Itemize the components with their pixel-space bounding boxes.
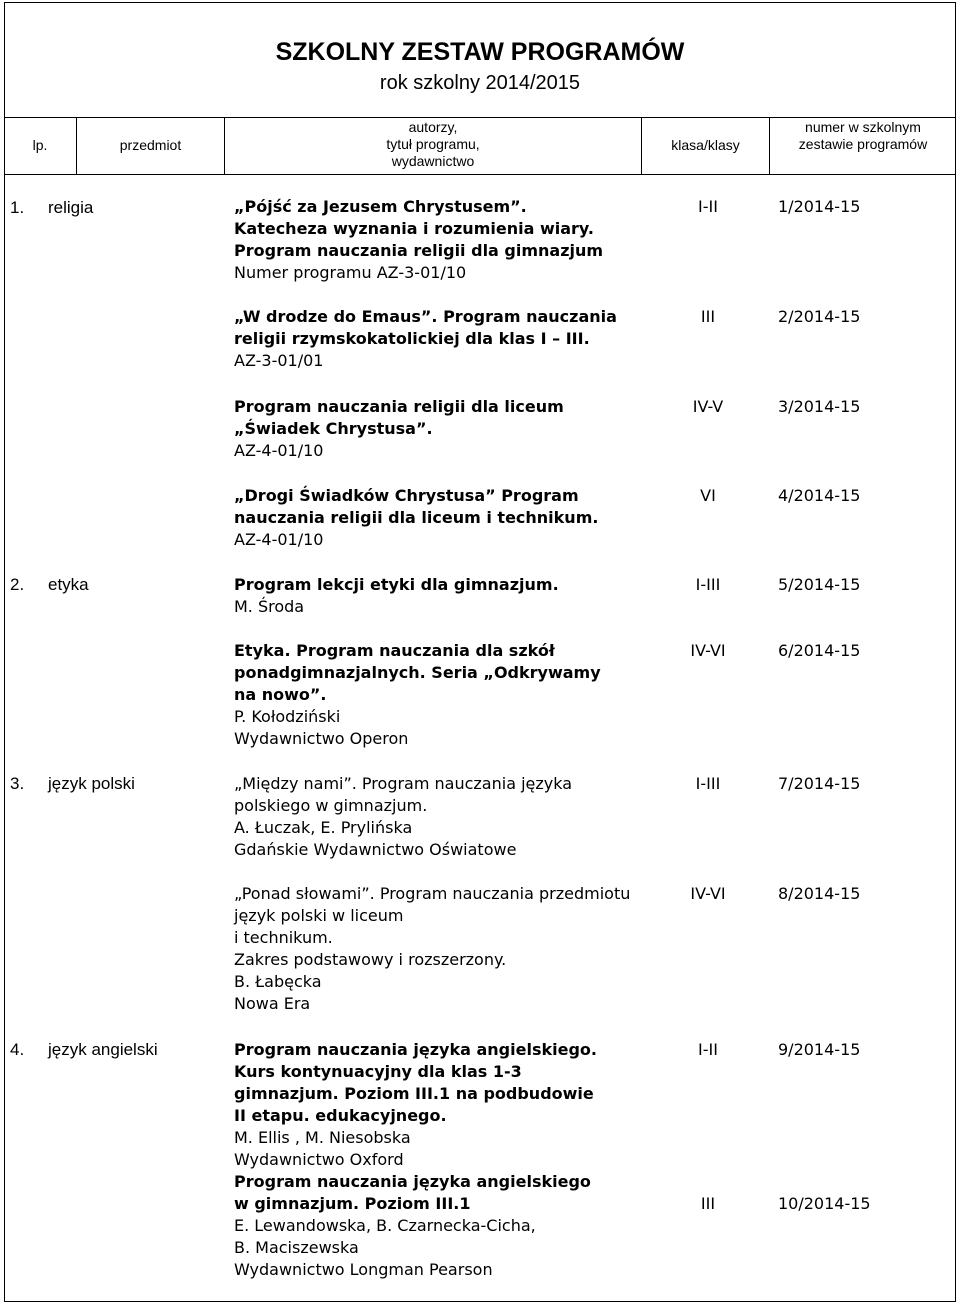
program-title-line: „Pójść za Jezusem Chrystusem”. [234,197,527,216]
header-numer-line: zestawie programów [798,136,928,152]
program-title-line: Program nauczania języka angielskiego. [234,1040,597,1059]
program-klasa: IV-VI [690,884,726,903]
program-author-line: A. Łuczak, E. Prylińska [234,818,413,837]
program-number-line: AZ-4-01/10 [234,530,324,549]
program-numer: 6/2014-15 [778,641,861,660]
program-klasa: VI [700,486,716,505]
program-author-line: B. Łabęcka [234,972,322,991]
header-numer [770,119,956,153]
program-numer: 5/2014-15 [778,575,861,594]
page-subtitle: rok szkolny 2014/2015 [379,72,581,94]
subject-name: język angielski [48,1040,158,1059]
program-title-line: Program nauczania religii dla liceum [234,397,564,416]
program-publisher-line: Wydawnictwo Longman Pearson [234,1260,493,1279]
program-publisher-line: Wydawnictwo Operon [234,729,409,748]
program-entry [234,773,572,861]
program-title-line: Katecheza wyznania i rozumienia wiary. [234,219,594,238]
header-autorzy-line: autorzy, [408,119,458,135]
program-klasa: I-III [695,774,721,793]
program-author-line: B. Maciszewska [234,1238,359,1257]
program-klasa: IV-VI [690,641,726,660]
subject-name: etyka [48,575,89,594]
program-author-line: P. Kołodziński [234,707,341,726]
program-klasa: I-III [695,575,721,594]
subject-lp: 3. [10,774,25,793]
program-title-line: w gimnazjum. Poziom III.1 [234,1194,471,1213]
program-title-line: „Ponad słowami”. Program nauczania przedmiotu [234,884,631,903]
program-klasa: I-II [698,197,718,216]
program-entry [234,574,559,618]
program-title-line: Program lekcji etyki dla gimnazjum. [234,575,559,594]
program-title-line: język polski w liceum [234,906,404,925]
program-entry [234,1171,591,1281]
header-lp: lp. [32,137,48,153]
program-numer: 1/2014-15 [778,197,861,216]
program-title-line: Etyka. Program nauczania dla szkół [234,641,555,660]
program-klasa: III [700,307,716,326]
program-title-line: gimnazjum. Poziom III.1 na podbudowie [234,1084,594,1103]
program-title-line: religii rzymskokatolickiej dla klas I – III. [234,329,590,348]
program-numer: 2/2014-15 [778,307,861,326]
program-title-line: polskiego w gimnazjum. [234,796,428,815]
page-title: SZKOLNY ZESTAW PROGRAMÓW [275,38,685,66]
program-title-line: Program nauczania języka angielskiego [234,1172,591,1191]
header-klasa: klasa/klasy [671,137,740,153]
program-numer: 4/2014-15 [778,486,861,505]
program-publisher-line: Nowa Era [234,994,311,1013]
header-numer-line: numer w szkolnym [805,119,921,135]
program-entry [234,485,598,551]
program-numer: 9/2014-15 [778,1040,861,1059]
program-entry [234,640,601,750]
subject-name: religia [48,198,94,217]
subject-lp: 4. [10,1040,25,1059]
program-numer: 7/2014-15 [778,774,861,793]
program-entry [234,883,630,1015]
program-klasa: I-II [698,1040,718,1059]
subject-lp: 2. [10,575,25,594]
program-entry [234,306,617,372]
program-title-line: „Świadek Chrystusa”. [234,419,433,438]
program-entry [234,196,603,284]
program-title-line: II etapu. edukacyjnego. [234,1106,447,1125]
program-title-line: „Między nami”. Program nauczania języka [234,774,573,793]
program-numer: 8/2014-15 [778,884,861,903]
program-title-line: Zakres podstawowy i rozszerzony. [234,950,507,969]
program-author-line: E. Lewandowska, B. Czarnecka-Cicha, [234,1216,536,1235]
header-przedmiot: przedmiot [119,137,182,153]
program-number-line: AZ-3-01/01 [234,351,324,370]
subject-lp: 1. [10,198,25,217]
program-entry [234,396,564,462]
program-title-line: „Drogi Świadków Chrystusa” Program [234,486,579,505]
program-title-line: Program nauczania religii dla gimnazjum [234,241,604,260]
program-title-line: i technikum. [234,928,333,947]
program-title-line: Kurs kontynuacyjny dla klas 1-3 [234,1062,522,1081]
program-title-line: na nowo”. [234,685,327,704]
program-author-line: M. Ellis , M. Niesobska [234,1128,411,1147]
program-number-line: Numer programu AZ-3-01/10 [234,263,467,282]
program-klasa: IV-V [692,397,724,416]
program-numer: 3/2014-15 [778,397,861,416]
header-autorzy [225,119,641,170]
program-title-line: nauczania religii dla liceum i technikum. [234,508,599,527]
header-autorzy-line: tytuł programu, [386,136,480,152]
program-title-line: ponadgimnazjalnych. Seria „Odkrywamy [234,663,601,682]
program-publisher-line: Gdańskie Wydawnictwo Oświatowe [234,840,517,859]
program-number-line: AZ-4-01/10 [234,441,324,460]
program-author-line: M. Środa [234,597,305,616]
program-entry [234,1039,597,1171]
program-publisher-line: Wydawnictwo Oxford [234,1150,404,1169]
header-autorzy-line: wydawnictwo [391,153,475,169]
title-section [4,2,956,118]
program-title-line: „W drodze do Emaus”. Program nauczania [234,307,617,326]
subject-name: język polski [48,774,135,793]
program-klasa: III [700,1194,716,1213]
program-numer: 10/2014-15 [778,1194,871,1213]
